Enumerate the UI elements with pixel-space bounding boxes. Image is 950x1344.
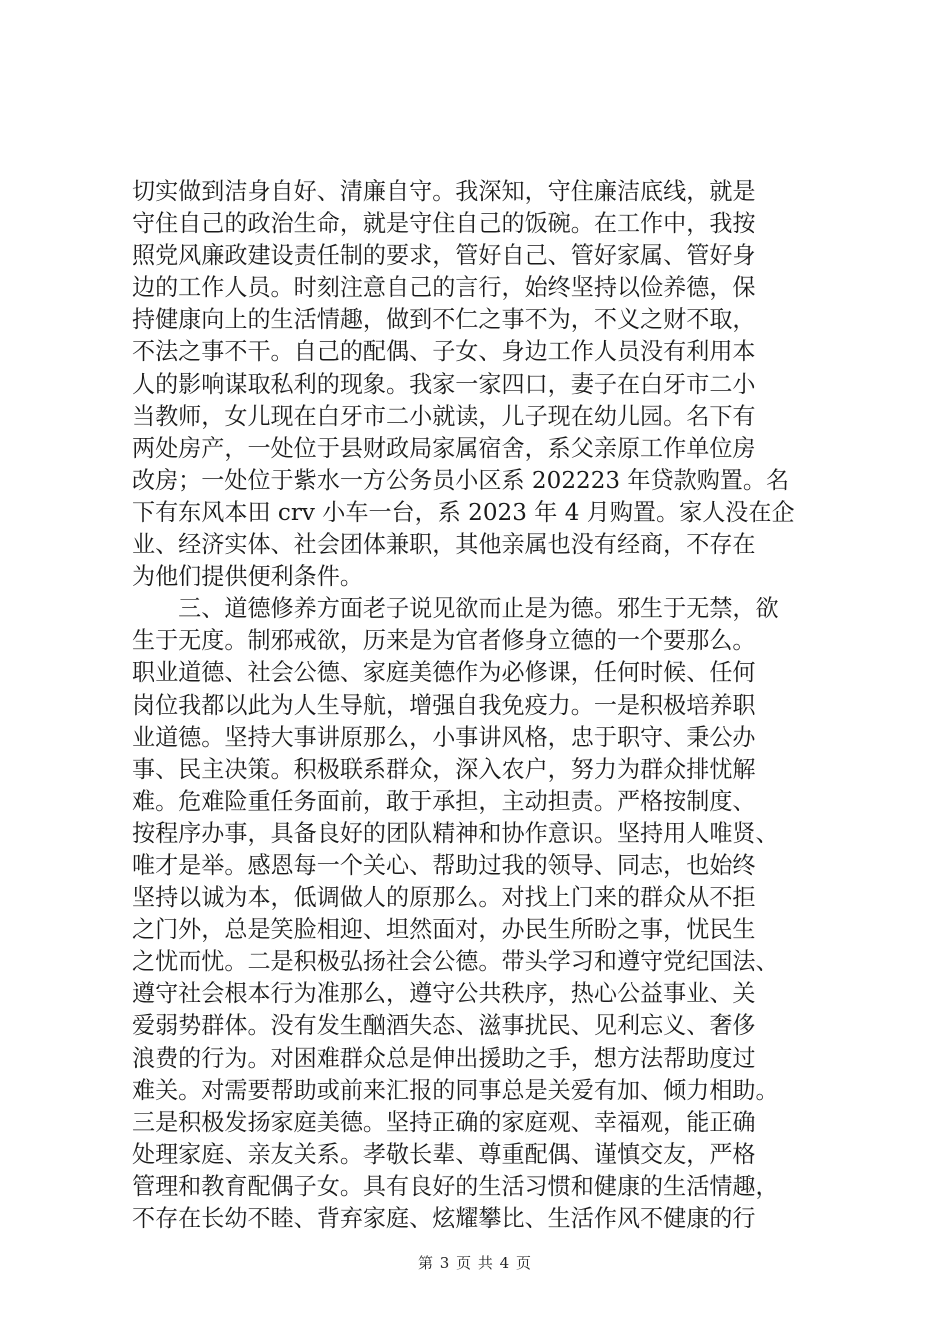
text-line: 职业道德、社会公德、家庭美德作为必修课，任何时候、任何 — [132, 660, 756, 687]
text-line: 照党风廉政建设责任制的要求，管好自己、管好家属、管好身 — [132, 243, 756, 270]
body-text — [132, 176, 832, 1235]
text-line: 守住自己的政治生命，就是守住自己的饭碗。在工作中，我按 — [132, 211, 756, 238]
text-line: 岗位我都以此为人生导航，增强自我免疫力。一是积极培养职 — [132, 692, 756, 719]
text-line: 不法之事不干。自己的配偶、子女、身边工作人员没有利用本 — [132, 339, 756, 366]
text-line: 按程序办事，具备良好的团队精神和协作意识。坚持用人唯贤、 — [132, 820, 779, 847]
text-line: 边的工作人员。时刻注意自己的言行，始终坚持以俭养德，保 — [132, 275, 756, 302]
text-line: 坚持以诚为本，低调做人的原那么。对找上门来的群众从不拒 — [132, 885, 756, 912]
text-line: 浪费的行为。对困难群众总是伸出援助之手，想方法帮助度过 — [132, 1045, 756, 1072]
text-line: 切实做到洁身自好、清廉自守。我深知，守住廉洁底线，就是 — [132, 179, 756, 205]
text-line: 当教师，女儿现在白牙市二小就读，儿子现在幼儿园。名下有 — [132, 403, 756, 430]
text-line: 遵守社会根本行为准那么，遵守公共秩序，热心公益事业、关 — [132, 981, 756, 1008]
text-line: 唯才是举。感恩每一个关心、帮助过我的领导、同志，也始终 — [132, 852, 756, 879]
text-line: 业道德。坚持大事讲原那么，小事讲风格，忠于职守、秉公办 — [132, 724, 756, 751]
text-line: 三、道德修养方面老子说见欲而止是为德。邪生于无禁，欲 — [132, 596, 779, 623]
text-line: 之门外，总是笑脸相迎、坦然面对，办民生所盼之事，忧民生 — [132, 917, 756, 944]
text-line: 改房；一处位于紫水一方公务员小区系 202223 年贷款购置。名 — [132, 467, 790, 494]
text-line: 为他们提供便利条件。 — [132, 564, 363, 591]
text-line: 难关。对需要帮助或前来汇报的同事总是关爱有加、倾力相助。 — [132, 1077, 779, 1104]
text-line: 之忧而忧。二是积极弘扬社会公德。带头学习和遵守党纪国法、 — [132, 949, 779, 976]
text-line: 事、民主决策。积极联系群众，深入农户，努力为群众排忧解 — [132, 756, 756, 783]
text-line: 管理和教育配偶子女。具有良好的生活习惯和健康的生活情趣， — [132, 1173, 779, 1200]
text-line: 人的影响谋取私利的现象。我家一家四口，妻子在白牙市二小 — [132, 371, 756, 398]
text-line: 业、经济实体、社会团体兼职，其他亲属也没有经商，不存在 — [132, 532, 756, 559]
text-line: 生于无度。制邪戒欲，历来是为官者修身立德的一个要那么。 — [132, 628, 756, 655]
text-line: 爱弱势群体。没有发生酗酒失态、滋事扰民、见利忘义、奢侈 — [132, 1013, 756, 1040]
text-line: 不存在长幼不睦、背弃家庭、炫耀攀比、生活作风不健康的行 — [132, 1206, 756, 1232]
text-line: 三是积极发扬家庭美德。坚持正确的家庭观、幸福观，能正确 — [132, 1109, 756, 1136]
page-footer: 第 3 页 共 4 页 — [418, 1254, 532, 1272]
text-line: 两处房产，一处位于县财政局家属宿舍，系父亲原工作单位房 — [132, 435, 756, 462]
text-line: 难。危难险重任务面前，敢于承担，主动担责。严格按制度、 — [132, 788, 756, 815]
text-line: 处理家庭、亲友关系。孝敬长辈、尊重配偶、谨慎交友，严格 — [132, 1141, 756, 1168]
text-line: 持健康向上的生活情趣，做到不仁之事不为，不义之财不取， — [132, 307, 756, 334]
text-line: 下有东风本田 crv 小车一台，系 2023 年 4 月购置。家人没在企 — [132, 499, 795, 526]
